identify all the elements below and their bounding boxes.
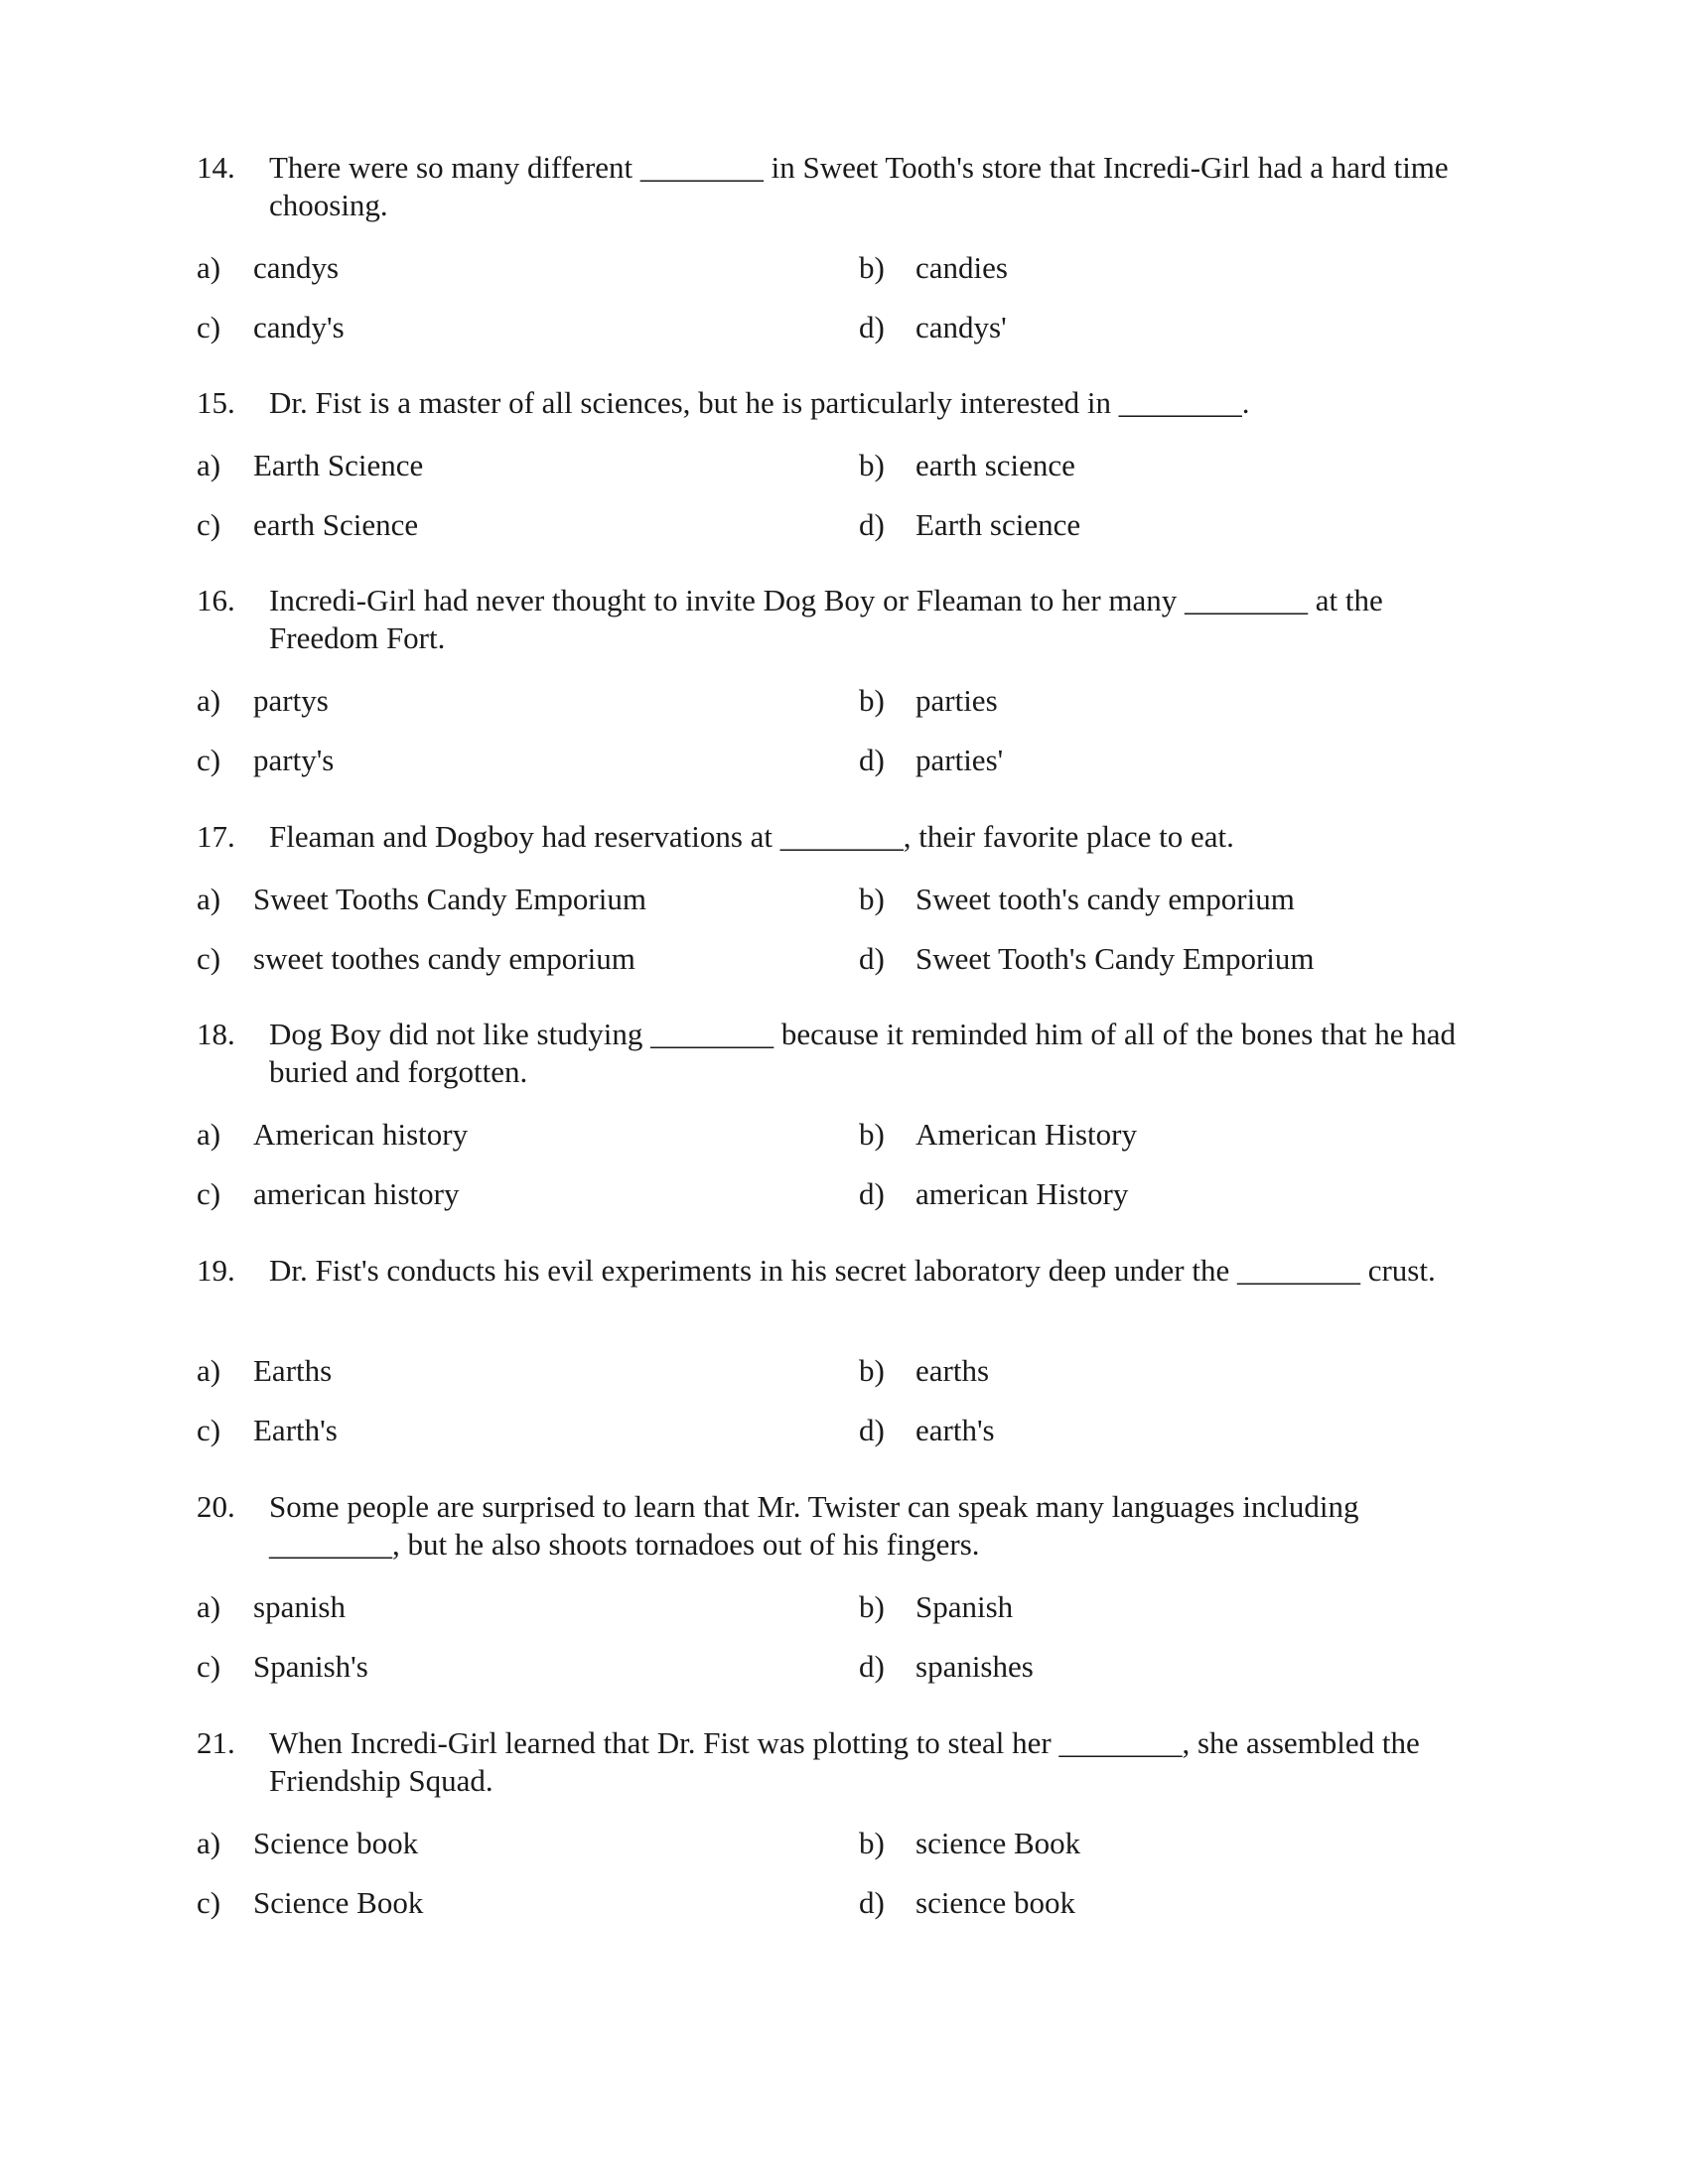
option-letter: b): [859, 1117, 885, 1152]
option-d[interactable]: [859, 1412, 995, 1449]
question-19: [197, 1252, 1487, 1447]
option-letter: d): [859, 507, 885, 542]
option-text: Earth science: [915, 507, 1081, 542]
option-letter: c): [197, 941, 221, 976]
option-d[interactable]: [859, 309, 1007, 346]
option-letter: a): [197, 882, 221, 916]
option-a[interactable]: [197, 1352, 332, 1390]
option-letter: c): [197, 1413, 221, 1447]
question-15: [197, 384, 1487, 542]
option-letter: b): [859, 1826, 885, 1860]
option-letter: b): [859, 1589, 885, 1624]
option-a[interactable]: [197, 447, 423, 484]
option-letter: d): [859, 310, 885, 344]
option-letter: a): [197, 448, 221, 482]
option-text: candys': [915, 310, 1007, 344]
option-text: science book: [915, 1885, 1075, 1920]
option-b[interactable]: [859, 682, 998, 720]
option-text: earth Science: [253, 507, 419, 542]
option-text: american History: [915, 1176, 1129, 1211]
option-a[interactable]: [197, 1825, 418, 1862]
option-letter: a): [197, 1353, 221, 1388]
option-d[interactable]: [859, 506, 1080, 544]
question-21: [197, 1724, 1487, 1920]
option-b[interactable]: [859, 447, 1075, 484]
option-text: american history: [253, 1176, 460, 1211]
option-b[interactable]: [859, 1352, 989, 1390]
question-stem: [197, 818, 1487, 856]
option-a[interactable]: [197, 1116, 468, 1154]
question-number: 16.: [197, 583, 235, 617]
option-text: American history: [253, 1117, 469, 1152]
option-c[interactable]: [197, 1884, 423, 1922]
option-a[interactable]: [197, 1588, 346, 1626]
option-c[interactable]: [197, 1648, 368, 1686]
question-14: [197, 149, 1487, 344]
option-text: spanishes: [915, 1649, 1034, 1684]
question-number: 14.: [197, 150, 235, 185]
option-text: party's: [253, 743, 335, 777]
option-letter: d): [859, 1413, 885, 1447]
option-b[interactable]: [859, 881, 1295, 918]
option-letter: b): [859, 1353, 885, 1388]
question-text: Some people are surprised to learn that Mr. Twister can speak many languages including ________, but he also shoots tornadoes out of his fingers.: [269, 1489, 1359, 1562]
option-d[interactable]: [859, 1648, 1034, 1686]
option-text: Spanish: [915, 1589, 1014, 1624]
option-d[interactable]: [859, 940, 1315, 978]
option-d[interactable]: [859, 1884, 1075, 1922]
option-text: Sweet tooth's candy emporium: [915, 882, 1295, 916]
option-text: Spanish's: [253, 1649, 368, 1684]
question-text: Dr. Fist is a master of all sciences, but he is particularly interested in ________.: [269, 385, 1250, 420]
option-a[interactable]: [197, 249, 339, 287]
question-stem: [197, 1488, 1487, 1564]
option-letter: a): [197, 1589, 221, 1624]
question-20: [197, 1488, 1487, 1684]
option-letter: c): [197, 310, 221, 344]
question-number: 20.: [197, 1489, 235, 1524]
option-text: Science Book: [253, 1885, 424, 1920]
option-text: earths: [915, 1353, 990, 1388]
question-16: [197, 582, 1487, 777]
option-a[interactable]: [197, 881, 646, 918]
option-c[interactable]: [197, 742, 334, 779]
option-letter: d): [859, 941, 885, 976]
option-letter: d): [859, 743, 885, 777]
option-letter: d): [859, 1649, 885, 1684]
option-a[interactable]: [197, 682, 329, 720]
option-text: earth science: [915, 448, 1075, 482]
question-stem: [197, 149, 1487, 224]
question-stem: [197, 384, 1487, 422]
question-stem: [197, 1724, 1487, 1800]
option-text: sweet toothes candy emporium: [253, 941, 635, 976]
option-text: Earths: [253, 1353, 333, 1388]
question-17: [197, 818, 1487, 976]
option-text: earth's: [915, 1413, 995, 1447]
option-c[interactable]: [197, 1412, 338, 1449]
option-c[interactable]: [197, 506, 418, 544]
option-text: Sweet Tooth's Candy Emporium: [915, 941, 1315, 976]
question-text: When Incredi-Girl learned that Dr. Fist was plotting to steal her ________, she assembled the Friendship Squad.: [269, 1725, 1420, 1798]
option-letter: d): [859, 1885, 885, 1920]
option-c[interactable]: [197, 309, 345, 346]
question-text: Dog Boy did not like studying ________ because it reminded him of all of the bones that he had buried and forgotten.: [269, 1017, 1457, 1089]
option-letter: a): [197, 1117, 221, 1152]
option-text: science Book: [915, 1826, 1081, 1860]
option-text: spanish: [253, 1589, 346, 1624]
question-number: 17.: [197, 819, 235, 854]
question-text: Dr. Fist's conducts his evil experiments in his secret laboratory deep under the ________ crust.: [269, 1253, 1436, 1288]
option-text: Earth's: [253, 1413, 338, 1447]
option-text: parties': [915, 743, 1004, 777]
option-text: candy's: [253, 310, 345, 344]
option-text: Sweet Tooths Candy Emporium: [253, 882, 646, 916]
option-text: partys: [253, 683, 329, 718]
option-letter: c): [197, 1885, 221, 1920]
option-letter: c): [197, 1649, 221, 1684]
option-letter: c): [197, 507, 221, 542]
option-text: parties: [915, 683, 998, 718]
option-letter: c): [197, 743, 221, 777]
question-stem: [197, 582, 1487, 657]
option-letter: a): [197, 250, 221, 285]
option-d[interactable]: [859, 742, 1003, 779]
option-letter: a): [197, 683, 221, 718]
option-text: candys: [253, 250, 340, 285]
question-number: 15.: [197, 385, 235, 420]
question-stem: [197, 1252, 1487, 1290]
option-d[interactable]: [859, 1175, 1128, 1213]
question-number: 18.: [197, 1017, 235, 1051]
option-text: candies: [915, 250, 1008, 285]
option-b[interactable]: [859, 1588, 1013, 1626]
option-b[interactable]: [859, 1116, 1137, 1154]
option-letter: d): [859, 1176, 885, 1211]
question-18: [197, 1016, 1487, 1211]
option-letter: b): [859, 250, 885, 285]
option-b[interactable]: [859, 1825, 1080, 1862]
option-b[interactable]: [859, 249, 1008, 287]
question-stem: [197, 1016, 1487, 1091]
option-letter: b): [859, 882, 885, 916]
question-number: 21.: [197, 1725, 235, 1760]
question-text: Incredi-Girl had never thought to invite Dog Boy or Fleaman to her many ________ at the Freedom Fort.: [269, 583, 1383, 655]
option-text: Science book: [253, 1826, 419, 1860]
question-number: 19.: [197, 1253, 235, 1288]
option-letter: b): [859, 448, 885, 482]
option-c[interactable]: [197, 1175, 459, 1213]
question-text: There were so many different ________ in Sweet Tooth's store that Incredi-Girl had a hard time choosing.: [269, 150, 1449, 222]
option-letter: c): [197, 1176, 221, 1211]
question-text: Fleaman and Dogboy had reservations at ________, their favorite place to eat.: [269, 819, 1234, 854]
option-letter: a): [197, 1826, 221, 1860]
option-text: American History: [915, 1117, 1137, 1152]
option-c[interactable]: [197, 940, 635, 978]
option-letter: b): [859, 683, 885, 718]
option-text: Earth Science: [253, 448, 424, 482]
